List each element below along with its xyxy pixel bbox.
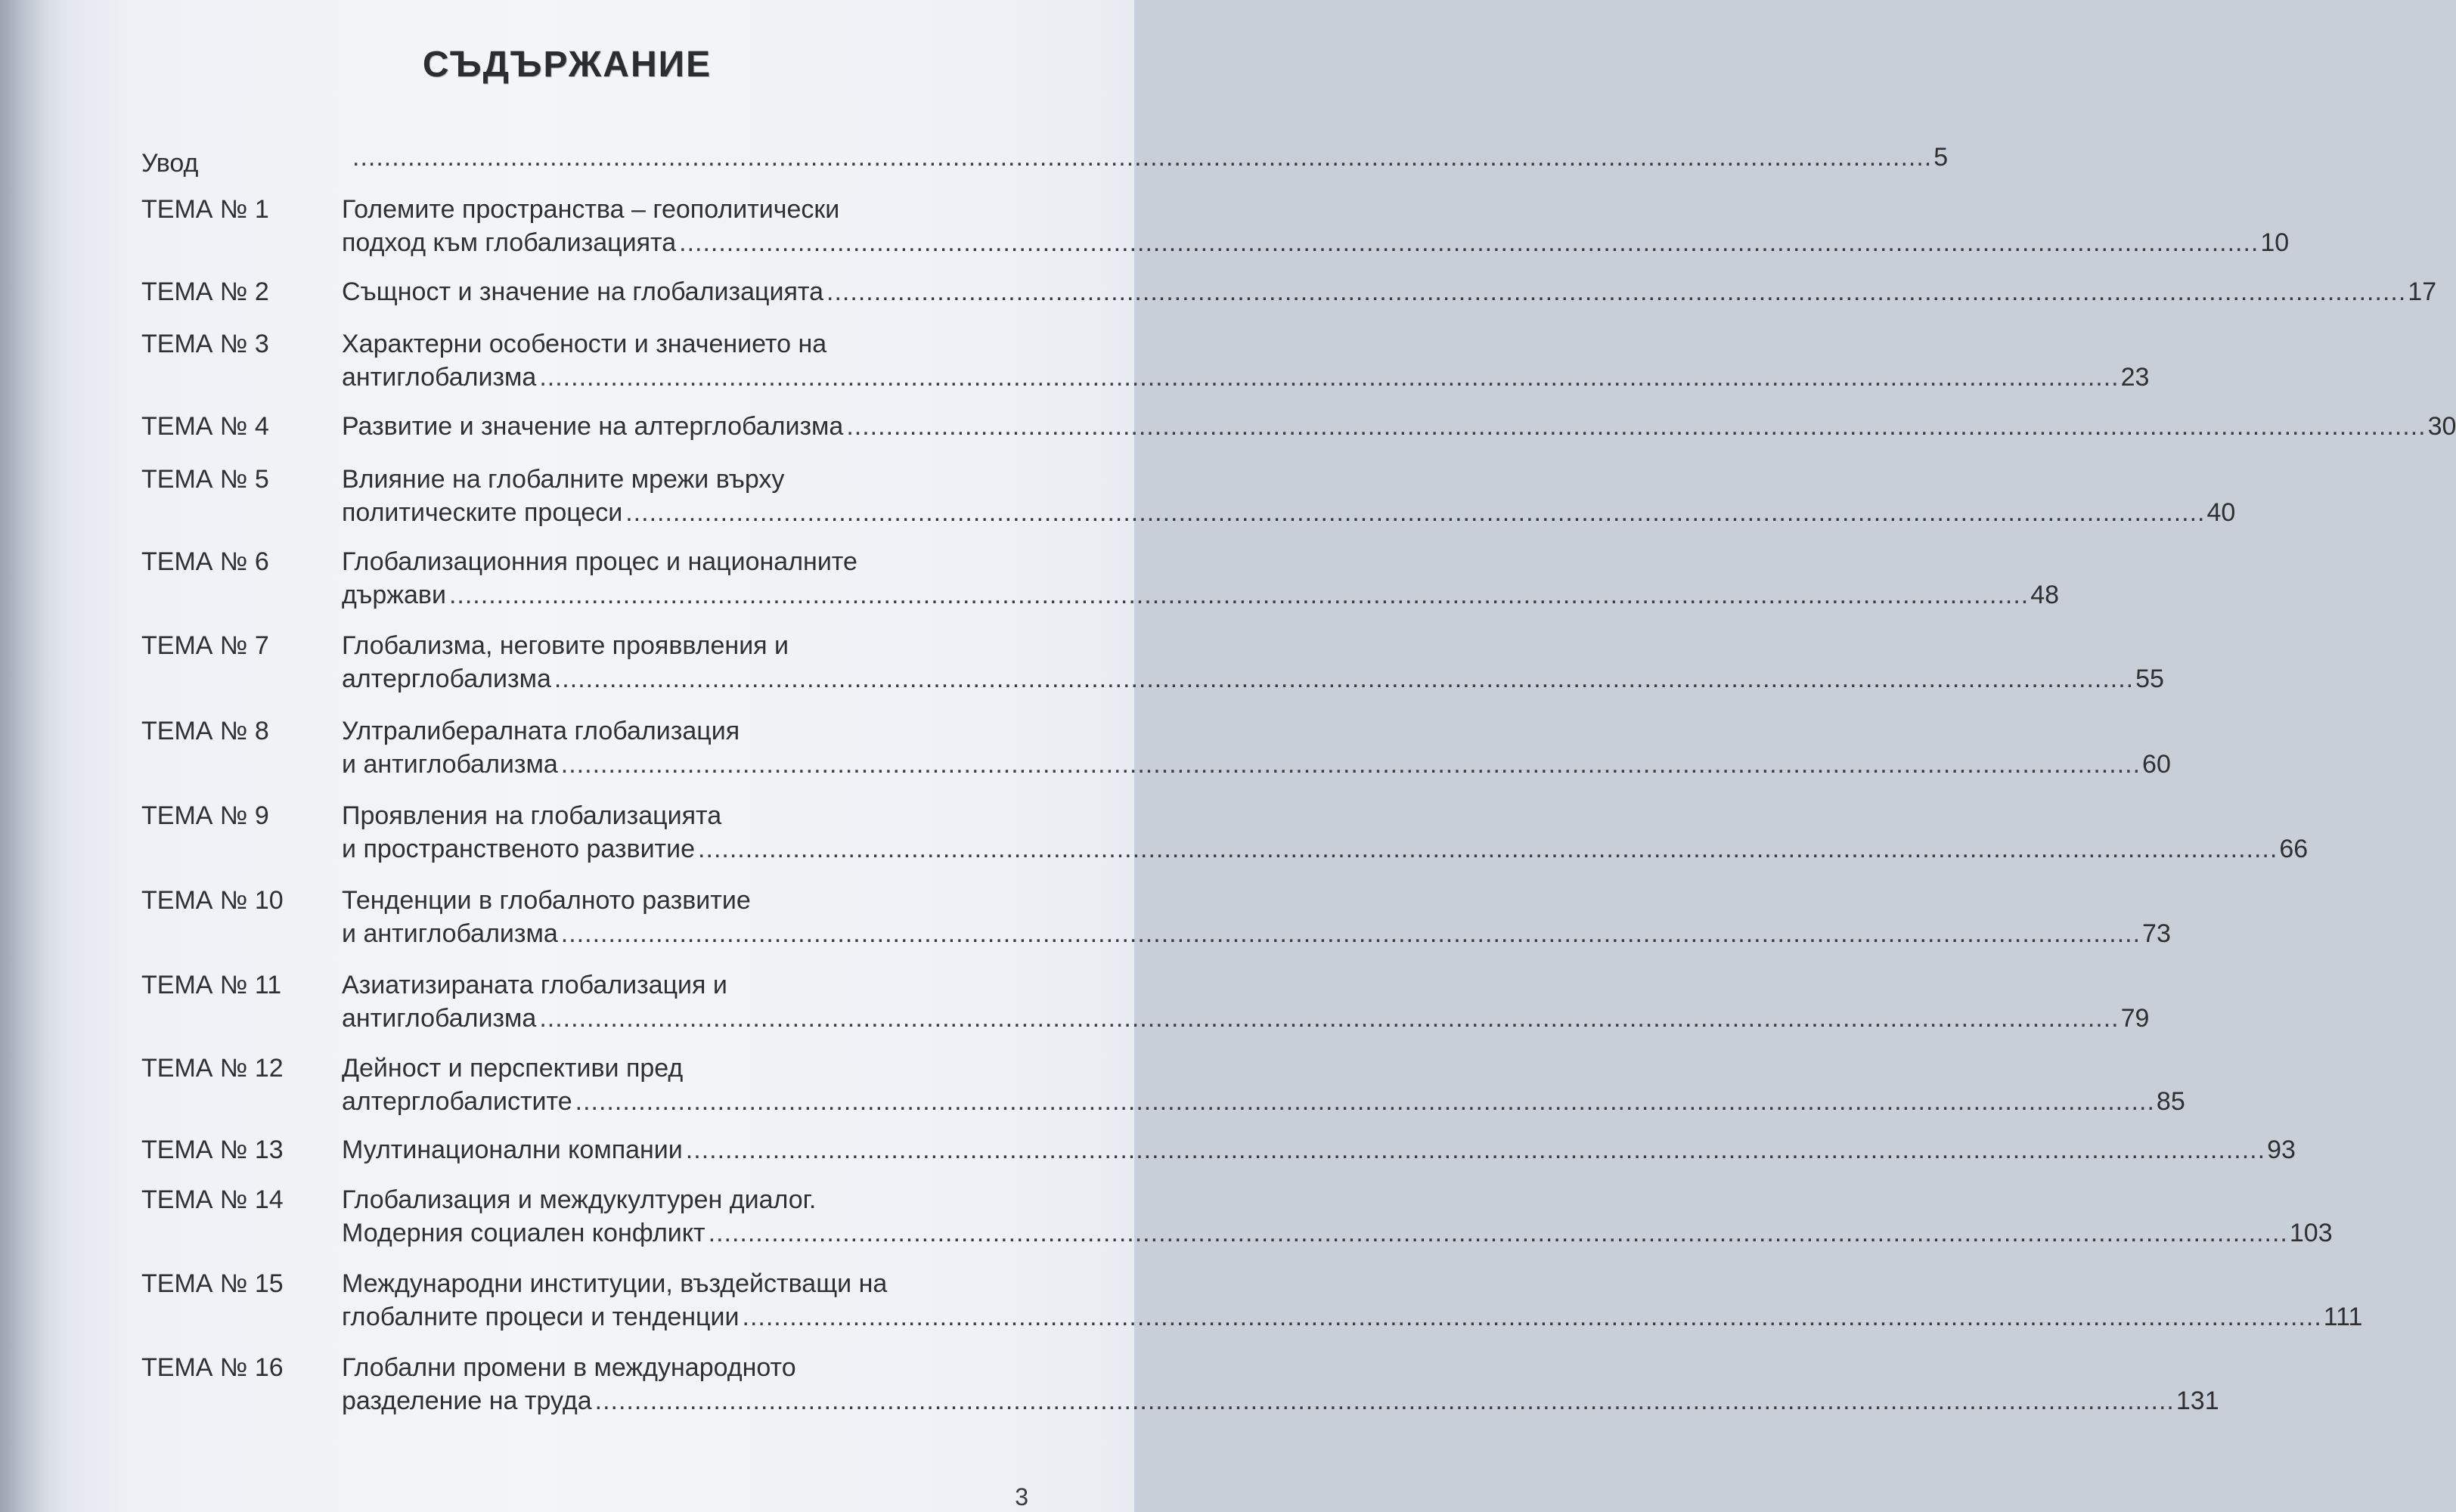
dot-leader: ........................................................................................................................................................................................................ <box>846 412 2427 441</box>
dot-leader: ........................................................................................................................................................................................................ <box>594 1387 2175 1415</box>
toc-entry-title <box>342 193 2290 259</box>
toc-entry-label: ТЕМА № 9 <box>141 801 269 830</box>
toc-entry-leader-line <box>342 496 2236 529</box>
toc-entry-title-last-line: алтерглобалистите <box>342 1087 572 1116</box>
toc-entry-page: 55 <box>2135 665 2164 693</box>
toc-entry-title-last-line: антиглобализма <box>342 1004 537 1033</box>
dot-leader: ........................................................................................................................................................................................................ <box>554 665 2135 693</box>
toc-entry-title <box>342 463 2236 529</box>
toc-entry-title <box>342 545 2060 612</box>
toc-entry-page: 73 <box>2142 919 2171 948</box>
toc-entry-leader-line <box>349 141 1949 174</box>
toc-entry-leader-line <box>342 410 2456 443</box>
dot-leader: ........................................................................................................................................................................................................ <box>560 750 2141 779</box>
toc-entry-leader-line <box>342 1002 2150 1035</box>
dot-leader: ........................................................................................................................................................................................................ <box>685 1136 2266 1164</box>
toc-entry-page: 93 <box>2267 1136 2296 1164</box>
toc-entry-label: ТЕМА № 8 <box>141 717 269 745</box>
toc-entry-label: ТЕМА № 15 <box>141 1269 284 1298</box>
toc-entry-title-last-line: Мултинационални компании <box>342 1136 683 1164</box>
toc-entry-title <box>342 275 2437 308</box>
toc-entry-title <box>349 141 1949 174</box>
toc-entry-title <box>342 410 2456 443</box>
toc-entry-title <box>342 1133 2296 1167</box>
toc-entry-page: 103 <box>2289 1219 2333 1247</box>
toc-entry-title <box>342 629 2164 696</box>
toc-entry-leader-line <box>342 275 2437 308</box>
toc-entry-leader-line <box>342 1216 2333 1250</box>
toc-entry-leader-line <box>342 832 2309 866</box>
toc-entry-title-line: Глобализация и междукултурен диалог. <box>342 1185 817 1214</box>
toc-entry-title-line: Глобализма, неговите прояввления и <box>342 631 789 660</box>
toc-entry-leader-line <box>342 1085 2185 1118</box>
toc-entry-leader-line <box>342 1384 2219 1418</box>
toc-entry-title <box>342 327 2150 394</box>
toc-entry-leader-line <box>342 662 2164 696</box>
toc-entry-title-last-line: Развитие и значение на алтерглобализма <box>342 412 844 441</box>
toc-entry-label: ТЕМА № 2 <box>141 277 269 306</box>
toc-entry-leader-line <box>342 748 2171 781</box>
toc-entry-title-last-line: Същност и значение на глобализацията <box>342 277 824 306</box>
toc-entry-label: ТЕМА № 13 <box>141 1136 284 1164</box>
toc-entry-label: ТЕМА № 14 <box>141 1185 284 1214</box>
toc-entry-label: ТЕМА № 4 <box>141 412 269 441</box>
toc-entry-title <box>342 1183 2333 1250</box>
toc-entry-title-line: Дейност и перспективи пред <box>342 1054 684 1083</box>
toc-entry-title-last-line: държави <box>342 581 446 609</box>
toc-entry-page: 66 <box>2279 835 2309 863</box>
toc-entry-title-line: Проявления на глобализацията <box>342 801 722 830</box>
dot-leader: ........................................................................................................................................................................................................ <box>352 143 1933 172</box>
toc-entry-label: ТЕМА № 1 <box>141 195 269 224</box>
dot-leader: ........................................................................................................................................................................................................ <box>826 277 2407 306</box>
toc-entry-page: 131 <box>2175 1387 2219 1415</box>
toc-entry-page: 40 <box>2206 498 2236 527</box>
toc-entry-title <box>342 799 2309 866</box>
toc-entry-title-last-line: антиглобализма <box>342 363 537 392</box>
toc-entry-title-line: Международни институции, въздействащи на <box>342 1269 888 1298</box>
toc-entry-title-line: Глобални промени в международното <box>342 1353 796 1382</box>
toc-entry-label: ТЕМА № 6 <box>141 547 269 576</box>
dot-leader: ........................................................................................................................................................................................................ <box>679 228 2259 257</box>
toc-entry-title-last-line: и пространственото развитие <box>342 835 696 863</box>
toc-entry-title-last-line: и антиглобализма <box>342 750 558 779</box>
toc-entry-label: ТЕМА № 3 <box>141 330 269 358</box>
toc-entry-page: 60 <box>2142 750 2171 779</box>
toc-entry-label: ТЕМА № 16 <box>141 1353 284 1382</box>
toc-entry-leader-line <box>342 578 2060 612</box>
dot-leader: ........................................................................................................................................................................................................ <box>448 581 2030 609</box>
toc-entry-title-last-line: алтерглобализма <box>342 665 551 693</box>
toc-entry-label: ТЕМА № 5 <box>141 465 269 494</box>
toc-entry-label: ТЕМА № 10 <box>141 886 284 915</box>
toc-entry-leader-line <box>342 1133 2296 1167</box>
toc-entry-page: 30 <box>2427 412 2456 441</box>
toc-entry-label: ТЕМА № 11 <box>141 971 282 999</box>
toc-entry-leader-line <box>342 1300 2363 1334</box>
toc-entry-title-last-line: Модерния социален конфликт <box>342 1219 705 1247</box>
toc-entry-page: 85 <box>2156 1087 2185 1116</box>
toc-entry-title <box>342 884 2171 950</box>
toc-entry-title-last-line: политическите процеси <box>342 498 623 527</box>
dot-leader: ........................................................................................................................................................................................................ <box>625 498 2206 527</box>
toc-entry-title <box>342 714 2171 781</box>
toc-entry-title-line: Азиатизираната глобализация и <box>342 971 727 999</box>
dot-leader: ........................................................................................................................................................................................................ <box>539 1004 2120 1033</box>
toc-entry-label: ТЕМА № 7 <box>141 631 269 660</box>
dot-leader: ........................................................................................................................................................................................................ <box>698 835 2278 863</box>
dot-leader: ........................................................................................................................................................................................................ <box>560 919 2141 948</box>
toc-entry-leader-line <box>342 917 2171 950</box>
toc-entry-label: Увод <box>141 149 199 178</box>
toc-entry-title-last-line: подход към глобализацията <box>342 228 677 257</box>
toc-entry-leader-line <box>342 361 2150 394</box>
toc-entry-title <box>342 968 2150 1035</box>
page-title: СЪДЪРЖАНИЕ <box>422 45 712 85</box>
toc-entry-title-last-line: и антиглобализма <box>342 919 558 948</box>
toc-entry-title <box>342 1351 2219 1418</box>
toc-entry-page: 48 <box>2030 581 2060 609</box>
dot-leader: ........................................................................................................................................................................................................ <box>708 1219 2288 1247</box>
toc-entry-title <box>342 1267 2363 1334</box>
toc-entry-title-line: Характерни особености и значението на <box>342 330 827 358</box>
toc-entry-page: 79 <box>2120 1004 2150 1033</box>
toc-entry-page: 10 <box>2260 228 2290 257</box>
toc-entry-title-last-line: разделение на труда <box>342 1387 592 1415</box>
toc-entry-leader-line <box>342 226 2290 259</box>
dot-leader: ........................................................................................................................................................................................................ <box>575 1087 2155 1116</box>
toc-entry-title-line: Влияние на глобалните мрежи върху <box>342 465 785 494</box>
toc-entry-title-line: Глобализационния процес и националните <box>342 547 857 576</box>
toc-entry-page: 17 <box>2408 277 2437 306</box>
toc-entry-title-line: Тенденции в глобалното развитие <box>342 886 751 915</box>
toc-entry-title-last-line: глобалните процеси и тенденции <box>342 1303 740 1331</box>
toc-entry-title <box>342 1052 2185 1118</box>
toc-entry-page: 5 <box>1933 143 1949 172</box>
toc-entry-page: 23 <box>2120 363 2150 392</box>
toc-entry-label: ТЕМА № 12 <box>141 1054 284 1083</box>
dot-leader: ........................................................................................................................................................................................................ <box>742 1303 2322 1331</box>
toc-entry-title-line: Ултралибералната глобализация <box>342 717 740 745</box>
toc-entry-page: 111 <box>2323 1303 2363 1331</box>
toc-entry-title-line: Големите пространства – геополитически <box>342 195 840 224</box>
page-number: 3 <box>1015 1483 1028 1510</box>
dot-leader: ........................................................................................................................................................................................................ <box>539 363 2120 392</box>
